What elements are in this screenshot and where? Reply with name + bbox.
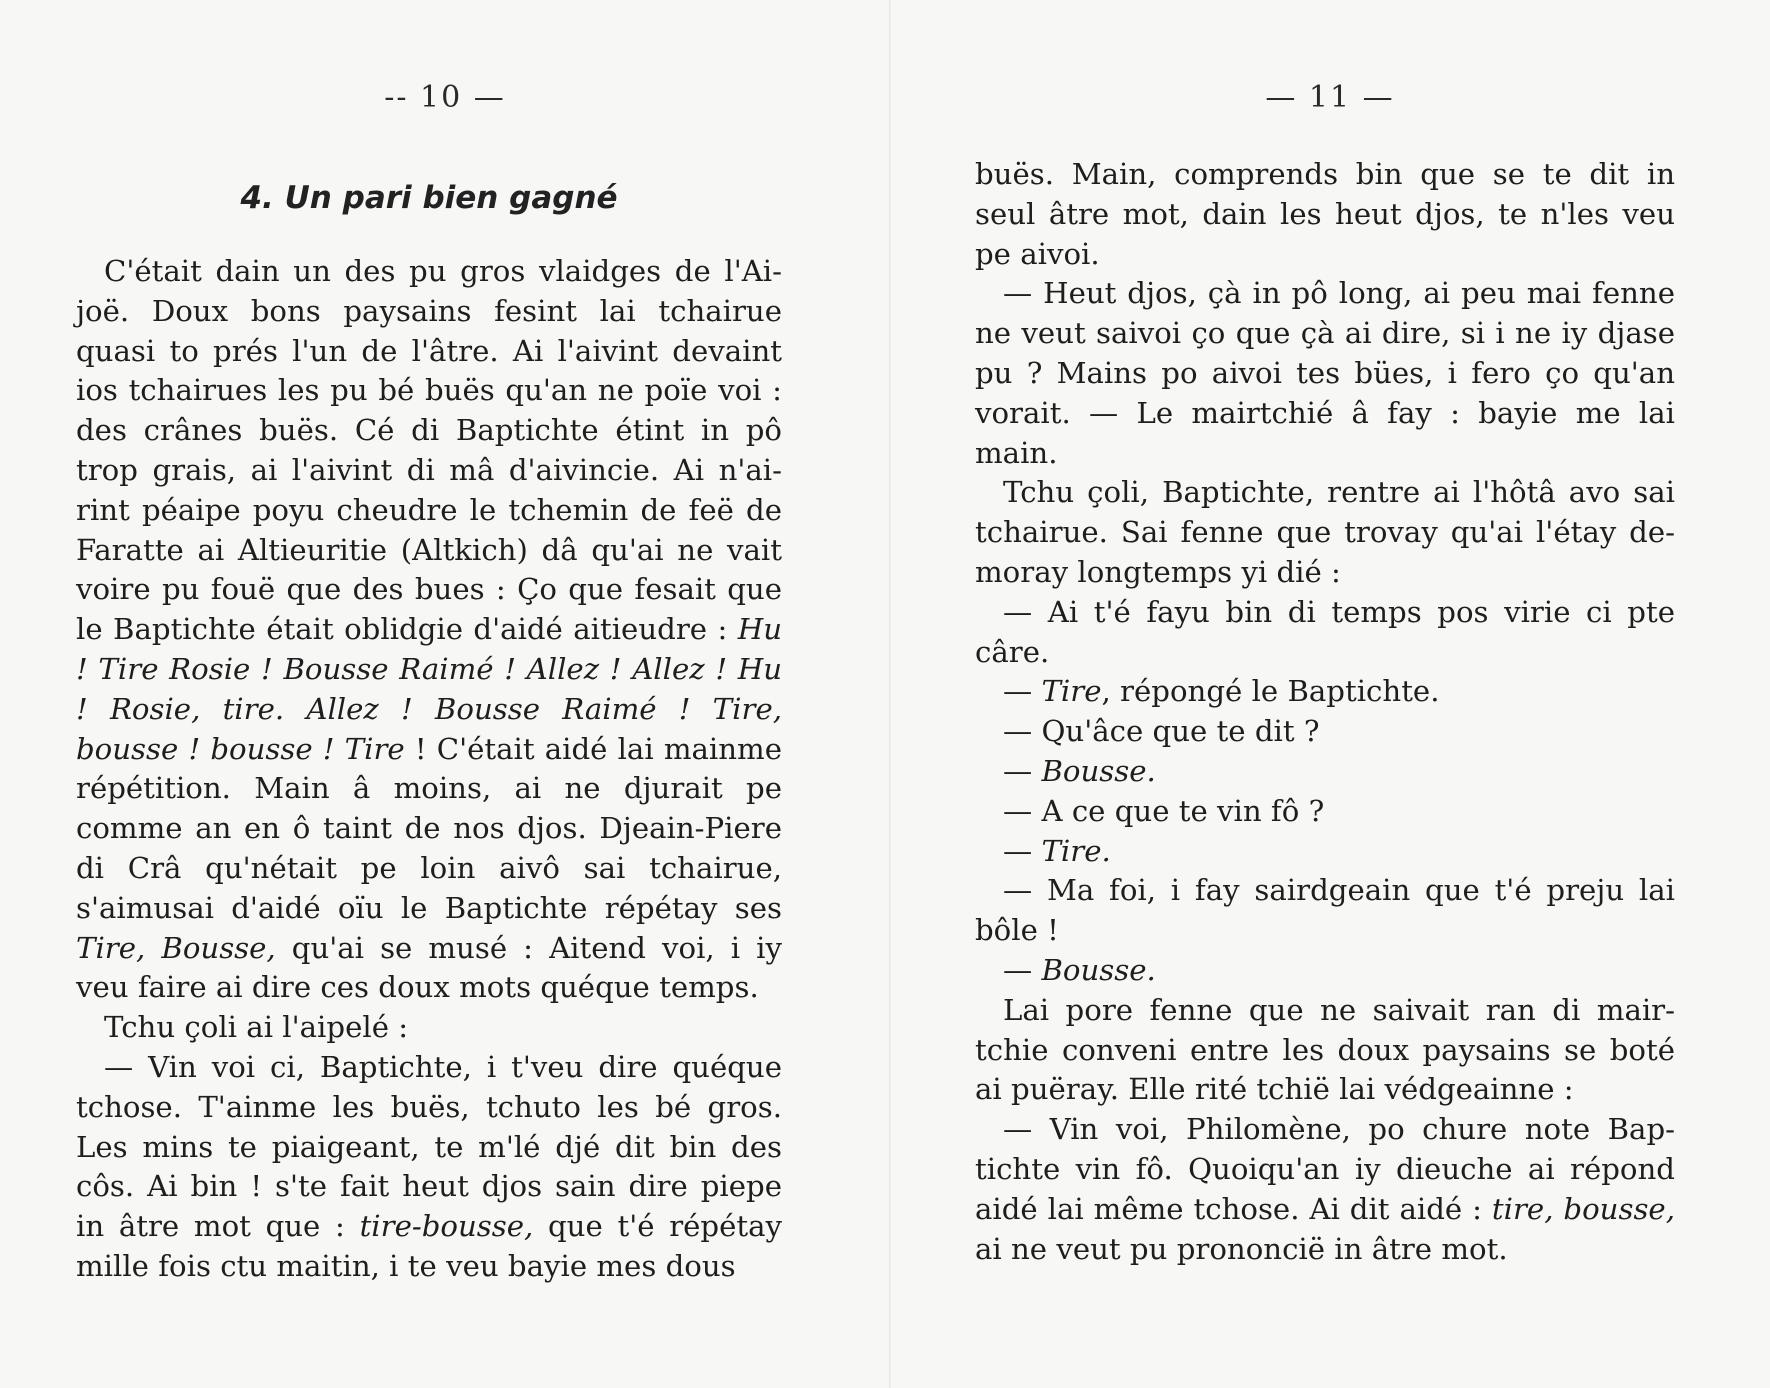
text-run: — Heut djos, çà in pô long, ai peu mai fenne ne veut saivoi ço que çà ai dire, si i ne iy djase pu ? Mains po aivoi tes bües, i fero ço qu'an vorait. — Le mairtchié â fay : bayie me lai main. (975, 276, 1675, 470)
paragraph (76, 252, 782, 1008)
paragraph (975, 871, 1675, 951)
chapter-title: 4. Un pari bien gagné (240, 180, 618, 216)
paragraph (975, 274, 1675, 473)
paragraph (975, 951, 1675, 991)
paragraph (76, 1048, 782, 1287)
text-run: buës. Main, comprends bin que se te dit in seul âtre mot, dain les heut djos, te n'les veu pe aivoi. (975, 157, 1675, 271)
right-text-column (975, 155, 1675, 1269)
text-run: — Ai t'é fayu bin di temps pos virie ci pte câre. (975, 594, 1675, 669)
paragraph (975, 832, 1675, 872)
paragraph (975, 473, 1675, 592)
paragraph (975, 712, 1675, 752)
right-body-text (975, 155, 1675, 1269)
text-run: — A ce que te vin fô ? (1003, 793, 1325, 828)
paragraph (975, 991, 1675, 1110)
text-run: C'était dain un des pu gros vlaidges de l'Ai-joë. Doux bons paysains fesint lai tchairue quasi to prés l'un de l'âtre. Ai l'aivint devaint ios tchairues les pu bé buës qu'an ne poïe voi : des crânes buës. Cé di Baptichte étint in pô trop grais, ai l'aivint di mâ d'aivincie. Ai n'ai-rint péaipe poyu cheudre le tchemin de feë de Faratte ai Altieuritie (Altkich) dâ qu'ai ne vait voire pu fouë que des bues : Ço que fesait que le Baptichte était oblidgie d'aidé aitieudre : (76, 254, 782, 647)
text-run: Tchu çoli ai l'aipelé : (104, 1010, 409, 1045)
paragraph (975, 1110, 1675, 1269)
text-run: — Ma foi, i fay sairdgeain que t'é preju lai bôle ! (975, 873, 1675, 948)
paragraph (975, 155, 1675, 274)
italic-text-run: Tire. (1041, 833, 1111, 868)
text-run: ai ne veut pu prononcië in âtre mot. (975, 1231, 1508, 1266)
text-run: — Vin voi, Philomène, po chure note Bap-tichte vin fô. Quoiqu'an iy dieuche ai répond aidé lai même tchose. Ai dit aidé : (975, 1112, 1675, 1226)
italic-text-run: tire-bousse, (359, 1209, 534, 1244)
text-run: Lai pore fenne que ne saivait ran di mair-tchie conveni entre les doux paysains se boté ai puëray. Elle rité tchië lai védgeainne : (975, 992, 1675, 1107)
text-run: — Qu'âce que te dit ? (1003, 714, 1320, 749)
text-run: — (1003, 674, 1042, 709)
text-run: , répongé le Baptichte. (1101, 674, 1440, 709)
text-run: — (1003, 753, 1042, 788)
text-run: — (1003, 833, 1042, 868)
italic-text-run: Tire, Bousse, (76, 930, 276, 965)
page-number: — 11 — (1265, 80, 1395, 115)
paragraph (975, 672, 1675, 712)
italic-text-run: Bousse. (1041, 753, 1156, 788)
italic-text-run: Bousse. (1041, 952, 1156, 987)
paragraph (975, 792, 1675, 832)
text-run: qu'ai se musé : Aitend voi, i iy veu faire ai dire ces doux mots quéque temps. (76, 930, 782, 1005)
italic-text-run: tire, bousse, (1491, 1191, 1675, 1226)
left-text-column (76, 178, 782, 1287)
text-run: ! C'était aidé lai mainme répétition. Main â moins, ai ne djurait pe comme an en ô taint de nos djos. Djeain-Piere di Crâ qu'nétait pe loin aivô sai tchairue, s'aimusai d'aidé oïu le Baptichte répétay ses (76, 731, 782, 925)
text-run: — (1003, 952, 1042, 987)
left-body-text (76, 252, 782, 1287)
text-run: Tchu çoli, Baptichte, rentre ai l'hôtâ avo sai tchairue. Sai fenne que trovay qu'ai l'étay de-moray longtemps yi dié : (975, 475, 1675, 589)
paragraph (975, 752, 1675, 792)
italic-text-run: Tire (1041, 674, 1102, 709)
right-page (890, 0, 1770, 1388)
page-number: -- 10 — (384, 80, 506, 115)
italic-text-run: Hu ! Tire Rosie ! Bousse Raimé ! Allez ! Allez ! Hu ! Rosie, tire. Allez ! Bousse Raimé ! Tire, bousse ! bousse ! Tire (76, 612, 782, 766)
paragraph (76, 1008, 782, 1048)
text-run: que t'é répétay mille fois ctu maitin, i te veu bayie mes dous (76, 1209, 782, 1283)
text-run: — Vin voi ci, Baptichte, i t'veu dire quéque tchose. T'ainme les buës, tchuto les bé gros. Les mins te piaigeant, te m'lé djé dit bin des côs. Ai bin ! s'te fait heut djos sain dire piepe in âtre mot que : (76, 1049, 782, 1244)
paragraph (975, 593, 1675, 673)
